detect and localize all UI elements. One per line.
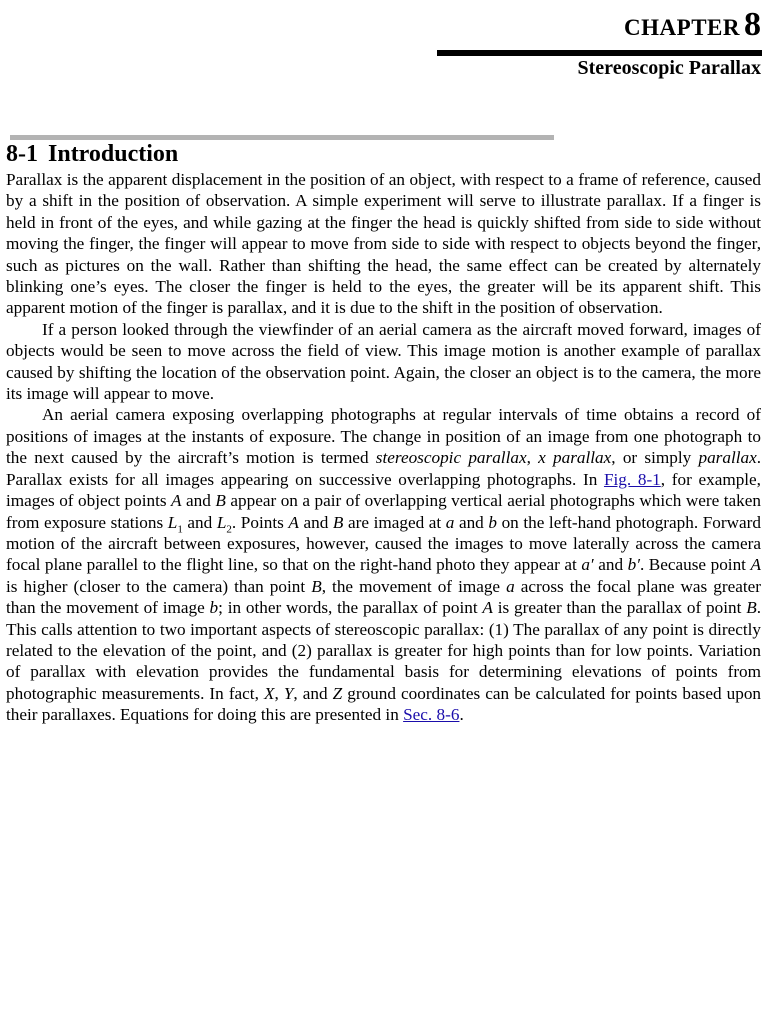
chapter-label: CHAPTER bbox=[624, 15, 740, 40]
body-text bbox=[6, 169, 761, 726]
term-parallax: parallax bbox=[698, 448, 757, 468]
chapter-header bbox=[624, 6, 761, 44]
section-number: 8-1 bbox=[6, 141, 38, 167]
paragraph-2: If a person looked through the viewfinder of an aerial camera as the aircraft moved forward, images of objects would be seen to move across the field of view. This image motion is another example of parallax caused by shifting the location of the observation point. Again, the closer an object is to the camera, the more its image will appear to move. bbox=[6, 319, 761, 404]
figure-link[interactable]: Fig. 8-1 bbox=[603, 469, 661, 489]
term-x-parallax: x parallax bbox=[538, 448, 612, 468]
term-stereoscopic-parallax: stereoscopic parallax bbox=[375, 448, 527, 468]
section-title: Introduction bbox=[48, 141, 179, 167]
section-heading bbox=[6, 141, 178, 168]
section-divider bbox=[10, 135, 554, 140]
section-link[interactable]: Sec. 8-6 bbox=[403, 705, 460, 725]
chapter-number: 8 bbox=[744, 6, 761, 43]
chapter-title: Stereoscopic Parallax bbox=[577, 57, 761, 79]
paragraph-1: Parallax is the apparent displacement in the position of an object, with respect to a frame of reference, caused by a shift in the position of observation. A simple experiment will serve to illustrate parallax. If a finger is held in front of the eyes, and while gazing at the finger the head is quickly shifted from side to side without moving the finger, the finger will appear to move from side to side with respect to objects beyond the finger, such as pictures on the wall. Rather than shifting the head, the same effect can be created by alternately blinking one’s eyes. The closer the finger is held to the eyes, the greater will be its apparent shift. This apparent motion of the finger is parallax, and it is due to the shift in the position of observation. bbox=[6, 170, 761, 318]
chapter-rule bbox=[437, 50, 762, 56]
paragraph-3: An aerial camera exposing overlapping photographs at regular intervals of time obtains a record of positions of images at the instants of exposure. The change in position of an image from one photograph to the next caused by the aircraft’s motion is termed stereoscopic parallax, x parallax, or simply parallax. Parallax exists for all images appearing on successive overlapping photographs. In Fig. 8-1, for example, images of object points A and B appear on a pair of overlapping vertical aerial photographs which were taken from exposure stations $L_1$ and $L_2$. Points A and B are imaged at a and b on the left-hand photograph. Forward motion of the aircraft between exposures, however, caused the images to move laterally across the camera focal plane parallel to the flight line, so that on the right-hand photo they appear at a′ and b′. Because point A is higher (closer to the camera) than point B, the movement of image a across the focal plane was greater than the movement of image b; in other words, the parallax of point A is greater than the parallax of point B. This calls attention to two important aspects of stereoscopic parallax: (1) The parallax of any point is directly related to the elevation of the point, and (2) parallax is greater for high points than for low points. Variation of parallax with elevation provides the fundamental basis for determining elevations of points from photographic measurements. In fact, X, Y, and Z ground coordinates can be calculated for points based upon their parallaxes. Equations for doing this are presented in Sec. 8-6. bbox=[6, 405, 762, 725]
